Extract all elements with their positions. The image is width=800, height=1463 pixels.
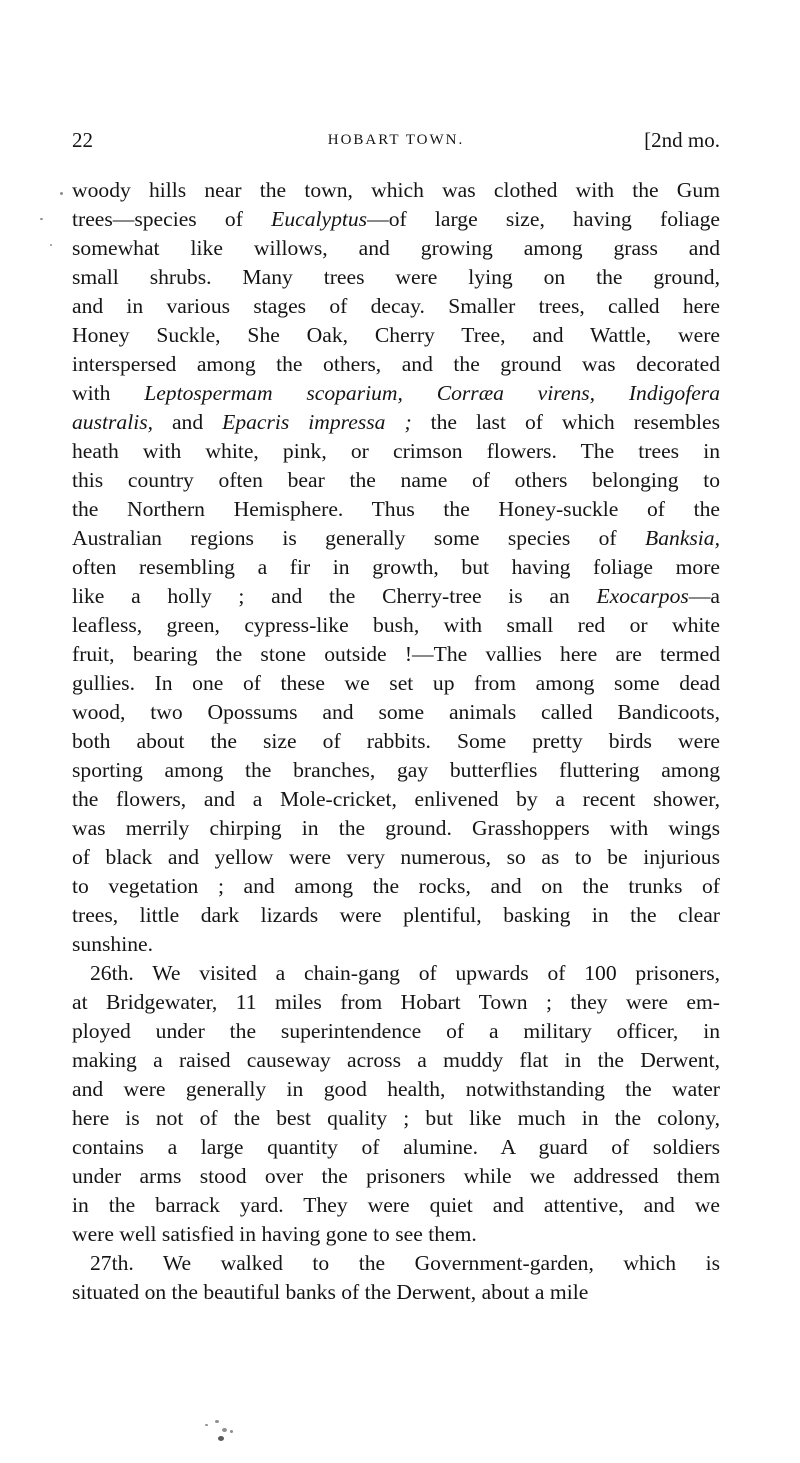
italic-term: Eucalyptus [271,207,368,231]
text-segment: and were generally in good health, notwithstanding the water [72,1077,720,1101]
text-segment: fruit, bearing the stone outside !—The vallies here are termed [72,642,720,666]
page-number: 22 [72,128,93,152]
text-line [72,553,720,582]
text-segment: woody hills near the town, which was clothed with the Gum [72,178,720,202]
text-line [72,408,720,437]
text-segment: 26th. We visited a chain-gang of upwards of 100 prisoners, [90,961,720,985]
text-segment: the Northern Hemisphere. Thus the Honey-suckle of the [72,497,720,521]
text-line [72,640,720,669]
italic-term: Exocarpos [596,584,689,608]
text-line [72,495,720,524]
text-segment: and in various stages of decay. Smaller trees, called here [72,294,720,318]
text-segment: 27th. We walked to the Government-garden, which is [90,1251,720,1275]
scan-speck [218,1436,224,1441]
text-line [72,756,720,785]
running-title: HOBART TOWN. [327,132,465,148]
text-line [72,1017,720,1046]
text-line [72,901,720,930]
text-segment: were well satisfied in having gone to see them. [72,1222,477,1246]
text-segment: sunshine. [72,932,153,956]
paragraph [72,176,720,959]
text-segment: —a [688,584,720,608]
text-segment: making a raised causeway across a muddy flat in the Derwent, [72,1048,720,1072]
text-segment: Honey Suckle, She Oak, Cherry Tree, and Wattle, were [72,323,720,347]
text-segment: wood, two Opossums and some animals called Bandicoots, [72,700,720,724]
text-segment: both about the size of rabbits. Some pretty birds were [72,729,720,753]
italic-term: Leptospermam scoparium, Corræa virens, Indigofera [144,381,720,405]
text-line [72,1249,720,1278]
text-line [72,1220,720,1249]
text-line [72,1046,720,1075]
text-segment: small shrubs. Many trees were lying on the ground, [72,265,720,289]
text-line [72,582,720,611]
text-line [72,350,720,379]
text-segment: in the barrack yard. They were quiet and attentive, and we [72,1193,720,1217]
text-segment: situated on the beautiful banks of the Derwent, about a mile [72,1280,589,1304]
text-segment: under arms stood over the prisoners while we addressed them [72,1164,720,1188]
text-line [72,1104,720,1133]
text-line [72,843,720,872]
text-segment: leafless, green, cypress-like bush, with small red or white [72,613,720,637]
scan-speck [230,1430,233,1433]
text-segment: trees, little dark lizards were plentiful, basking in the clear [72,903,720,927]
running-head [72,128,720,158]
text-segment: like a holly ; and the Cherry-tree is an [72,584,597,608]
body-text [72,176,720,1307]
italic-term: Epacris impressa ; [222,410,412,434]
scan-speck [215,1420,219,1423]
text-line [72,263,720,292]
text-segment: with [72,381,145,405]
text-segment: trees—species of [72,207,272,231]
text-line [72,292,720,321]
text-line [72,234,720,263]
italic-term: Banksia, [645,526,720,550]
text-line [72,379,720,408]
text-segment: and [153,410,223,434]
text-segment: gullies. In one of these we set up from among some dead [72,671,720,695]
text-line [72,611,720,640]
paragraph [72,1249,720,1307]
scan-speck [50,244,52,246]
text-segment: this country often bear the name of others belonging to [72,468,720,492]
text-segment: of black and yellow were very numerous, so as to be injurious [72,845,720,869]
text-segment: here is not of the best quality ; but like much in the colony, [72,1106,720,1130]
text-segment: at Bridgewater, 11 miles from Hobart Town ; they were em- [72,990,720,1014]
text-segment: the last of which resembles [411,410,720,434]
text-line [72,1075,720,1104]
text-line [72,437,720,466]
scan-speck [222,1428,227,1432]
text-line [72,785,720,814]
text-line [72,176,720,205]
text-line [72,727,720,756]
text-segment: heath with white, pink, or crimson flowers. The trees in [72,439,720,463]
text-segment: —of large size, having foliage [367,207,720,231]
text-segment: was merrily chirping in the ground. Grasshoppers with wings [72,816,720,840]
text-line [72,988,720,1017]
text-segment: Australian regions is generally some species of [72,526,646,550]
scan-speck [40,218,43,220]
text-segment: the flowers, and a Mole-cricket, enlivened by a recent shower, [72,787,720,811]
italic-term: australis, [72,410,153,434]
text-line [72,814,720,843]
text-segment: often resembling a fir in growth, but having foliage more [72,555,720,579]
text-segment: contains a large quantity of alumine. A guard of soldiers [72,1135,720,1159]
text-line [72,1133,720,1162]
text-segment: to vegetation ; and among the rocks, and on the trunks of [72,874,720,898]
running-month: [2nd mo. [644,128,720,152]
text-line [72,321,720,350]
paragraph [72,959,720,1249]
text-line [72,205,720,234]
text-segment: interspersed among the others, and the ground was decorated [72,352,720,376]
text-line [72,524,720,553]
text-line [72,669,720,698]
text-segment: sporting among the branches, gay butterflies fluttering among [72,758,720,782]
scan-speck [205,1424,208,1426]
text-line [72,698,720,727]
text-line [72,1191,720,1220]
text-line [72,1162,720,1191]
text-line [72,959,720,988]
text-segment: ployed under the superintendence of a military officer, in [72,1019,720,1043]
text-line [72,466,720,495]
text-segment: somewhat like willows, and growing among grass and [72,236,720,260]
text-line [72,1278,720,1307]
text-line [72,930,720,959]
scan-speck [60,192,63,195]
text-line [72,872,720,901]
